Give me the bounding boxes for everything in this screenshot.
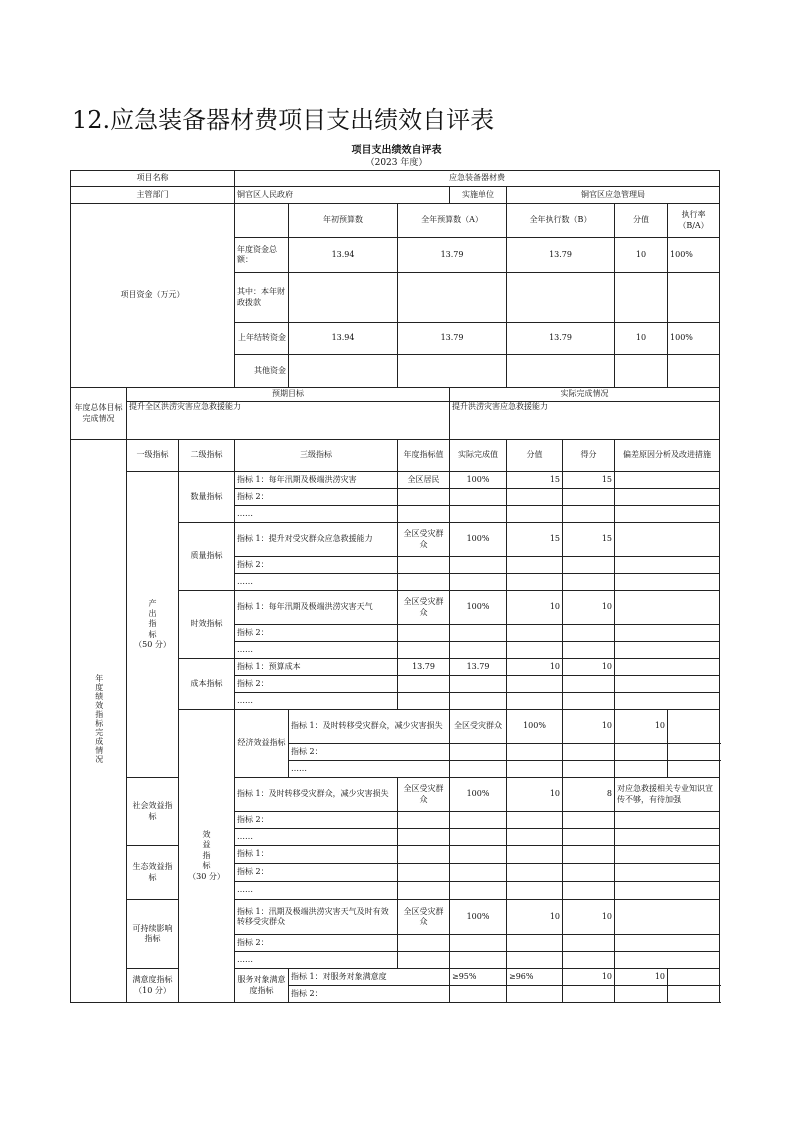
ind-name: 指标 2：	[289, 986, 450, 1003]
ind-name: 指标 2：	[235, 625, 398, 642]
ind-reason	[615, 659, 720, 676]
ind-name: ……	[235, 693, 398, 710]
ind-header-level1: 一级指标	[127, 440, 179, 472]
cat-quantity: 数量指标	[179, 472, 235, 523]
ind-score: 10	[563, 591, 615, 625]
cat-cost: 成本指标	[179, 659, 235, 710]
ind-name: 指标 1：及时转移受灾群众，减少灾害损失	[289, 710, 450, 744]
ind-reason: 对应急救援相关专业知识宣传不够，有待加强	[615, 778, 720, 812]
ind-name: ……	[235, 574, 398, 591]
funds-rate: 100%	[668, 323, 720, 355]
ind-target: ≥95%	[450, 969, 507, 986]
ind-score-val: 10	[507, 900, 563, 935]
ind-name: 指标 2：	[235, 676, 398, 693]
ind-score: 10	[563, 900, 615, 935]
ind-reason	[615, 900, 720, 935]
funds-row-label: 上年结转资金	[235, 323, 289, 355]
ind-score: 10	[615, 710, 668, 744]
funds-header-initial: 年初预算数	[289, 204, 398, 238]
ind-name: 指标 1：每年汛期及极端洪涝灾害	[235, 472, 398, 489]
funds-score-val	[615, 273, 668, 323]
ind-name: ……	[289, 761, 450, 778]
table-year: （2023 年度）	[365, 158, 428, 168]
funds-rate: 100%	[668, 238, 720, 273]
funds-row-label: 其他资金	[235, 355, 289, 388]
funds-score-val: 10	[615, 323, 668, 355]
funds-header-rate: 执行率（B/A）	[668, 204, 720, 238]
funds-initial	[289, 355, 398, 388]
unit-label: 实施单位	[450, 187, 507, 204]
cat-eco: 生态效益指标	[127, 846, 179, 900]
ind-header-actual: 实际完成值	[450, 440, 507, 472]
funds-header-exec: 全年执行数（B）	[507, 204, 615, 238]
funds-budget	[398, 355, 507, 388]
ind-actual: ≥96%	[507, 969, 563, 986]
ind-score-val: 10	[507, 659, 563, 676]
ind-name: 指标 2：	[235, 557, 398, 574]
ind-target: 全区受灾群众	[398, 778, 450, 812]
funds-exec	[507, 355, 615, 388]
funds-header-score-val: 分值	[615, 204, 668, 238]
page-heading: 12.应急装备器材费项目支出绩效自评表	[72, 106, 495, 134]
ind-name: 指标 1：汛期及极端洪涝灾害天气及时有效转移受灾群众	[235, 900, 398, 935]
indicators-header-row	[71, 440, 720, 472]
goals-expected-label: 预期目标	[127, 388, 450, 402]
ind-score: 15	[563, 472, 615, 489]
ind-reason	[615, 523, 720, 557]
ind-name: 指标 2：	[235, 489, 398, 506]
indicator-row	[71, 846, 720, 864]
ind-score-val: 10	[507, 591, 563, 625]
funds-budget	[398, 273, 507, 323]
ind-header-target: 年度指标值	[398, 440, 450, 472]
funds-rate	[668, 273, 720, 323]
funds-exec	[507, 273, 615, 323]
ind-score-val: 10	[563, 969, 615, 986]
goals-header-row	[71, 388, 720, 402]
project-name-row	[71, 171, 720, 187]
indicator-row	[71, 472, 720, 489]
ind-score-val: 15	[507, 523, 563, 557]
ind-header-reason: 偏差原因分析及改进措施	[615, 440, 720, 472]
ind-score: 10	[615, 969, 668, 986]
funds-header-budget: 全年预算数（A）	[398, 204, 507, 238]
ind-name: ……	[235, 952, 398, 969]
goals-actual: 提升洪涝灾害应急救援能力	[450, 402, 720, 440]
ind-actual: 100%	[450, 900, 507, 935]
ind-reason	[615, 591, 720, 625]
self-evaluation-table	[70, 170, 720, 1003]
goals-row	[71, 402, 720, 440]
cat-social: 社会效益指标	[127, 778, 179, 846]
indicator-row	[71, 969, 720, 986]
cat-sustain: 可持续影响指标	[127, 900, 179, 969]
ind-name: 指标 1：对服务对象满意度	[289, 969, 450, 986]
funds-initial: 13.94	[289, 238, 398, 273]
indicators-section-label: 年度绩效指标完成情况	[71, 440, 127, 1003]
funds-score-val: 10	[615, 238, 668, 273]
funds-rate	[668, 355, 720, 388]
ind-actual: 13.79	[450, 659, 507, 676]
ind-name: 指标 1：预算成本	[235, 659, 398, 676]
cat-quality: 质量指标	[179, 523, 235, 591]
ind-name: 指标 2：	[235, 864, 398, 882]
ind-name: 指标 2：	[235, 935, 398, 952]
unit-value: 铜官区应急管理局	[507, 187, 720, 204]
project-name-value: 应急装备器材费	[235, 171, 720, 187]
ind-header-score-val: 分值	[507, 440, 563, 472]
funds-header-blank	[235, 204, 289, 238]
cat-service: 服务对象满意度指标	[235, 969, 289, 1003]
ind-name: 指标 1：每年汛期及极端洪涝灾害天气	[235, 591, 398, 625]
satisfaction-indicator-label: 满意度指标（10 分）	[127, 969, 179, 1003]
indicator-row	[71, 900, 720, 935]
goals-expected: 提升全区洪涝灾害应急救援能力	[127, 402, 450, 440]
ind-actual: 100%	[450, 472, 507, 489]
cat-time: 时效指标	[179, 591, 235, 659]
ind-score: 15	[563, 523, 615, 557]
funds-header-row	[71, 204, 720, 238]
ind-score-val: 10	[507, 778, 563, 812]
funds-initial: 13.94	[289, 323, 398, 355]
ind-reason	[668, 710, 720, 744]
dept-label: 主管部门	[71, 187, 235, 204]
department-row	[71, 187, 720, 204]
ind-header-score: 得分	[563, 440, 615, 472]
ind-name: 指标 2：	[289, 744, 450, 761]
funds-budget: 13.79	[398, 323, 507, 355]
ind-target: 全区居民	[398, 472, 450, 489]
ind-name: ……	[235, 642, 398, 659]
ind-target: 全区受灾群众	[398, 900, 450, 935]
funds-budget: 13.79	[398, 238, 507, 273]
indicator-row	[71, 778, 720, 812]
output-indicator-label: 产 出 指 标 （50 分）	[127, 472, 179, 778]
ind-name: ……	[235, 882, 398, 900]
goals-label: 年度总体目标完成情况	[71, 388, 127, 440]
ind-name: ……	[235, 829, 398, 846]
project-name-label: 项目名称	[71, 171, 235, 187]
ind-score-val: 10	[563, 710, 615, 744]
ind-header-level2: 二级指标	[179, 440, 235, 472]
funds-exec: 13.79	[507, 238, 615, 273]
goals-actual-label: 实际完成情况	[450, 388, 720, 402]
ind-actual: 100%	[450, 523, 507, 557]
funds-exec: 13.79	[507, 323, 615, 355]
ind-name: 指标 1：提升对受灾群众应急救援能力	[235, 523, 398, 557]
ind-target: 全区受灾群众	[398, 523, 450, 557]
ind-name: ……	[235, 506, 398, 523]
ind-header-level3: 三级指标	[235, 440, 398, 472]
ind-target: 全区受灾群众	[398, 591, 450, 625]
ind-reason	[668, 969, 720, 986]
table-title: 项目支出绩效自评表	[351, 145, 442, 156]
ind-name: 指标 1：	[235, 846, 398, 864]
funds-row-label: 年度资金总额：	[235, 238, 289, 273]
funds-score-val	[615, 355, 668, 388]
ind-actual: 100%	[450, 778, 507, 812]
dept-value: 铜官区人民政府	[235, 187, 450, 204]
cat-economic: 经济效益指标	[235, 710, 289, 778]
funds-row-label: 其中：本年财政拨款	[235, 273, 289, 323]
ind-score: 8	[563, 778, 615, 812]
ind-reason	[615, 472, 720, 489]
ind-score: 10	[563, 659, 615, 676]
ind-target: 全区受灾群众	[450, 710, 507, 744]
ind-name: 指标 2：	[235, 812, 398, 829]
ind-target: 13.79	[398, 659, 450, 676]
ind-actual: 100%	[450, 591, 507, 625]
funds-initial	[289, 273, 398, 323]
benefit-indicator-label: 效 益 指 标 （30 分）	[179, 710, 235, 1003]
ind-score-val: 15	[507, 472, 563, 489]
ind-actual: 100%	[507, 710, 563, 744]
ind-name: 指标 1：及时转移受灾群众，减少灾害损失	[235, 778, 398, 812]
funds-label: 项目资金（万元）	[71, 204, 235, 388]
